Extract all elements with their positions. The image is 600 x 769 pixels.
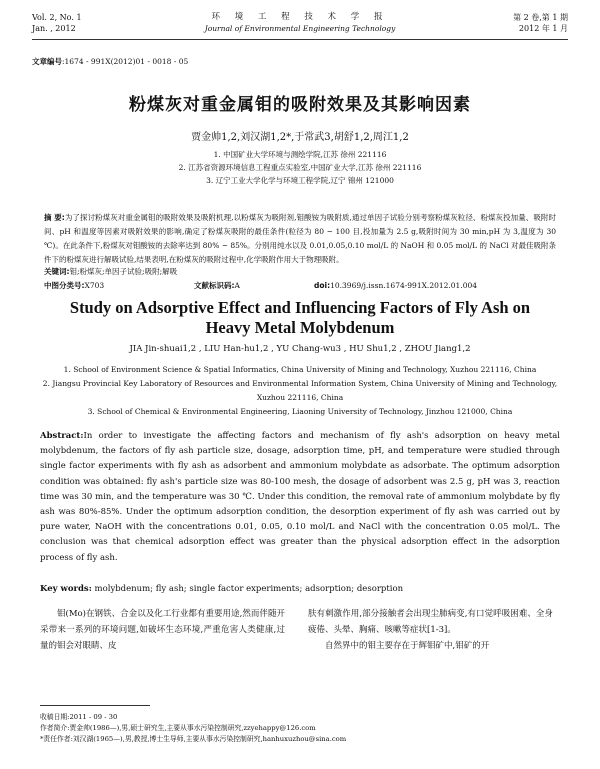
english-title-line: Study on Adsorptive Effect and Influencing Factors of Fly Ash on (69, 298, 531, 317)
english-keywords (40, 584, 560, 594)
document-code-label: 文献标识码: (194, 281, 235, 290)
footnote-corresponding-author: *责任作者:刘汉湖(1965—),男,教授,博士生导师,主要从事水污染控制研究,hanhuxuzhou@sina.com (40, 735, 347, 743)
chinese-keywords-label: 关键词: (44, 267, 70, 276)
document-code-value: A (234, 281, 240, 290)
english-title-line: Heavy Metal Molybdenum (205, 318, 395, 337)
header-issue-date: 2012 年 1 月 (518, 24, 568, 33)
doi-label: doi: (314, 281, 331, 290)
article-number (32, 56, 188, 67)
chinese-abstract-label: 摘 要: (44, 213, 65, 222)
english-keywords-label: Key words: (40, 584, 92, 594)
journal-name-en: Journal of Environmental Engineering Technology (204, 24, 396, 33)
header-issue-line: 第 2 卷,第 1 期 (513, 13, 568, 22)
article-number-value: :1674 - 991X(2012)01 - 0018 - 05 (62, 57, 189, 66)
body-left-column: 钼(Mo)在钢铁、合金以及化工行业都有重要用途,然而伴随开采带来一系列的环境问题,如破坏生态环境,严重危害人类健康,过量的钼会对眼睛、皮 (40, 609, 285, 651)
chinese-affiliation: 3. 辽宁工业大学化学与环境工程学院,辽宁 锦州 121000 (206, 176, 394, 185)
chinese-keywords (44, 266, 556, 277)
english-keywords-text: molybdenum; fly ash; single factor experiments; adsorption; desorption (94, 584, 404, 594)
english-affiliation: 2. Jiangsu Provincial Key Laboratory of Resources and Environmental Information System, China University of Mining and Technology, Xuzhou 221116, China (42, 379, 558, 402)
english-affiliations (40, 363, 560, 419)
footnotes (40, 712, 560, 745)
english-abstract-text: In order to investigate the affecting factors and mechanism of fly ash's adsorption on heavy metal molybdenum, the factors of fly ash particle size, dosage, adsorption time, pH, and temperature were studied through single factor experiments with fly ash as adsorbent and ammonium molybdate as adsorbate. The optimum adsorption condition was obtained: fly ash's particle size was 80-100 mesh, the dosage of adsorbent was 2.5 g, pH was 3, reaction time was 30 min, and the temperature was 30 ℃. Under this condition, the removal rate of ammonium molybdate by fly ash was 80%-85%. Under the optimum adsorption condition, the desorption experiment of fly ash was carried out by pure water, NaOH with the concentrations 0.01, 0.05, 0.10 mol/L and NaCl with the concentration 0.05 mol/L. The conclusion was that chemical adsorption effect was greater than the physical adsorption effect in the adsorption process of fly ash. (40, 431, 560, 563)
english-authors: JIA Jin-shuai1,2 , LIU Han-hu1,2 , YU Chang-wu3 , HU Shu1,2 , ZHOU Jiang1,2 (129, 344, 471, 354)
header-date-line: Jan. , 2012 (32, 24, 76, 33)
english-abstract-label: Abstract: (40, 431, 84, 441)
body-right-paragraph: 自然界中的钼主要存在于辉钼矿中,钼矿的开 (325, 641, 490, 651)
header-volume-line: Vol. 2, No. 1 (32, 13, 82, 22)
header-issue (513, 12, 568, 34)
class-number-label: 中图分类号: (44, 281, 85, 290)
chinese-title: 粉煤灰对重金属钼的吸附效果及其影响因素 (129, 95, 471, 115)
footnote-author-bio: 作者简介:贾金帅(1986—),男,硕士研究生,主要从事水污染控制研究,zzyehappy@126.com (40, 724, 316, 732)
classification-row (44, 280, 564, 291)
doi-value: 10.3969/j.issn.1674-991X.2012.01.004 (330, 281, 478, 290)
journal-name-cn: 环 境 工 程 技 术 学 报 (211, 12, 389, 22)
footnote-divider (40, 705, 150, 706)
chinese-affiliations (0, 148, 600, 187)
chinese-authors: 贾金帅1,2,刘汉湖1,2*,于常武3,胡舒1,2,周江1,2 (191, 132, 409, 143)
english-affiliation: 1. School of Environment Science & Spatial Informatics, China University of Mining and Technology, Xuzhou 221116, China (63, 365, 537, 374)
english-abstract (40, 429, 560, 566)
chinese-affiliation: 1. 中国矿业大学环境与测绘学院,江苏 徐州 221116 (213, 150, 387, 159)
class-number-value: X703 (84, 281, 105, 290)
chinese-abstract-text: 为了探讨粉煤灰对重金属钼的吸附效果及吸附机理,以粉煤灰为吸附剂,钼酸铵为吸附质,通过单因子试验分别考察粉煤灰粒径、粉煤灰投加量、吸附时间、pH 和温度等因素对吸附效果的影响,确定了粉煤灰吸附的最佳条件(粒径为 80 ~ 100 目,投加量为 2.5 g,吸附时间为 30 min,pH 为 3,温度为 30 ℃)。在此条件下,粉煤灰对钼酸铵的去除率达到 80% ~ 85%。分别用纯水以及 0.01,0.05,0.10 mol/L 的 NaOH 和 0.05 mol/L 的 NaCl 对最佳吸附条件下的粉煤灰进行解吸试验,结果表明,在粉煤灰的吸附过程中,化学吸附作用大于物理吸附。 (44, 213, 556, 264)
body-right-column (308, 606, 553, 654)
header-journal (32, 12, 568, 34)
header-divider (32, 39, 568, 40)
article-number-label: 文章编号 (32, 57, 62, 66)
chinese-affiliation: 2. 江苏省资源环境信息工程重点实验室,中国矿业大学,江苏 徐州 221116 (178, 163, 422, 172)
english-title (0, 298, 600, 338)
chinese-keywords-text: 钼;粉煤灰;单因子试验;吸附;解吸 (69, 267, 178, 276)
footnote-received: 收稿日期:2011 - 09 - 30 (40, 713, 118, 721)
body-right-paragraph: 肤有刺激作用,部分接触者会出现尘肺病变,有口觉呼吸困难、全身疲倦、头晕、胸痛、咳嗽等症状[1-3]。 (308, 609, 553, 635)
chinese-abstract (44, 211, 556, 267)
english-affiliation: 3. School of Chemical & Environmental Engineering, Liaoning University of Technology, Jinzhou 121000, China (87, 407, 513, 416)
